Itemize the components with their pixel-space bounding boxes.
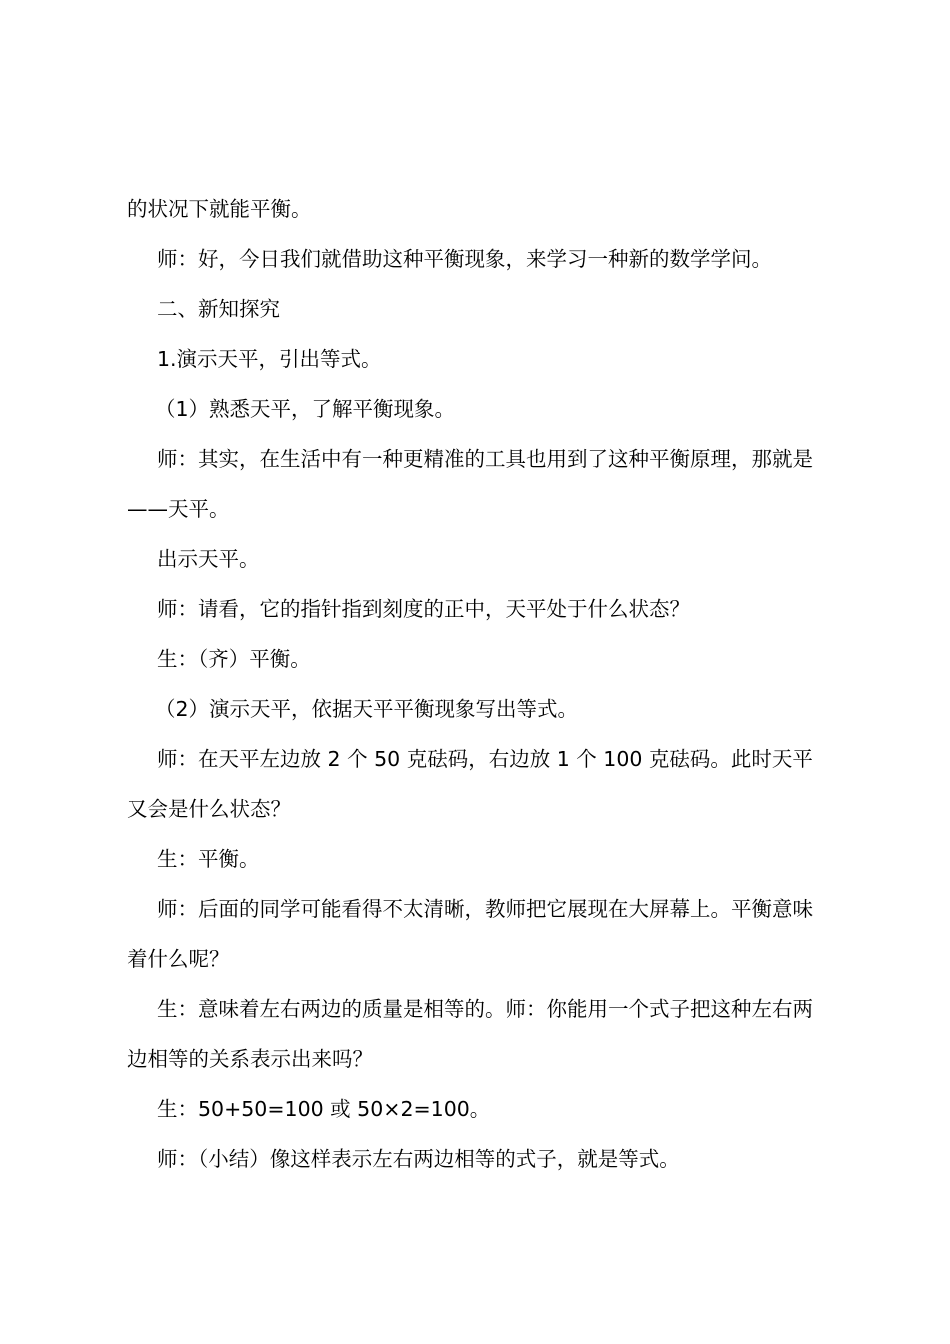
paragraph-teacher-question: 师：请看，它的指针指到刻度的正中，天平处于什么状态？ (157, 597, 690, 621)
paragraph-teacher-balance: 师：其实，在生活中有一种更精准的工具也用到了这种平衡原理，那就是——天平。 (127, 447, 813, 521)
subsection-heading: 1.演示天平，引出等式。 (157, 347, 382, 371)
step-heading-2: （2）演示天平，依据天平平衡现象写出等式。 (155, 697, 579, 721)
paragraph-student-answer: 生：（齐）平衡。 (157, 647, 311, 671)
step-heading-1: （1）熟悉天平，了解平衡现象。 (155, 397, 456, 421)
paragraph-teacher-weights: 师：在天平左边放 2 个 50 克砝码，右边放 1 个 100 克砝码。此时天平又会是什么状态？ (127, 747, 813, 821)
paragraph-continuation: 的状况下就能平衡。 (127, 197, 312, 221)
paragraph-teacher-intro: 师：好，今日我们就借助这种平衡现象，来学习一种新的数学学问。 (157, 247, 772, 271)
paragraph-show-balance: 出示天平。 (157, 547, 260, 571)
document-body (127, 184, 833, 1184)
paragraph-teacher-screen: 师：后面的同学可能看得不太清晰，教师把它展现在大屏幕上。平衡意味着什么呢？ (127, 897, 813, 971)
paragraph-student-meaning: 生：意味着左右两边的质量是相等的。师：你能用一个式子把这种左右两边相等的关系表示出来吗？ (127, 997, 813, 1071)
paragraph-student-balanced: 生：平衡。 (157, 847, 260, 871)
paragraph-student-equation: 生：50+50=100 或 50×2=100。 (157, 1097, 491, 1121)
paragraph-teacher-summary: 师：（小结）像这样表示左右两边相等的式子，就是等式。 (157, 1147, 680, 1171)
section-heading: 二、新知探究 (157, 297, 280, 321)
